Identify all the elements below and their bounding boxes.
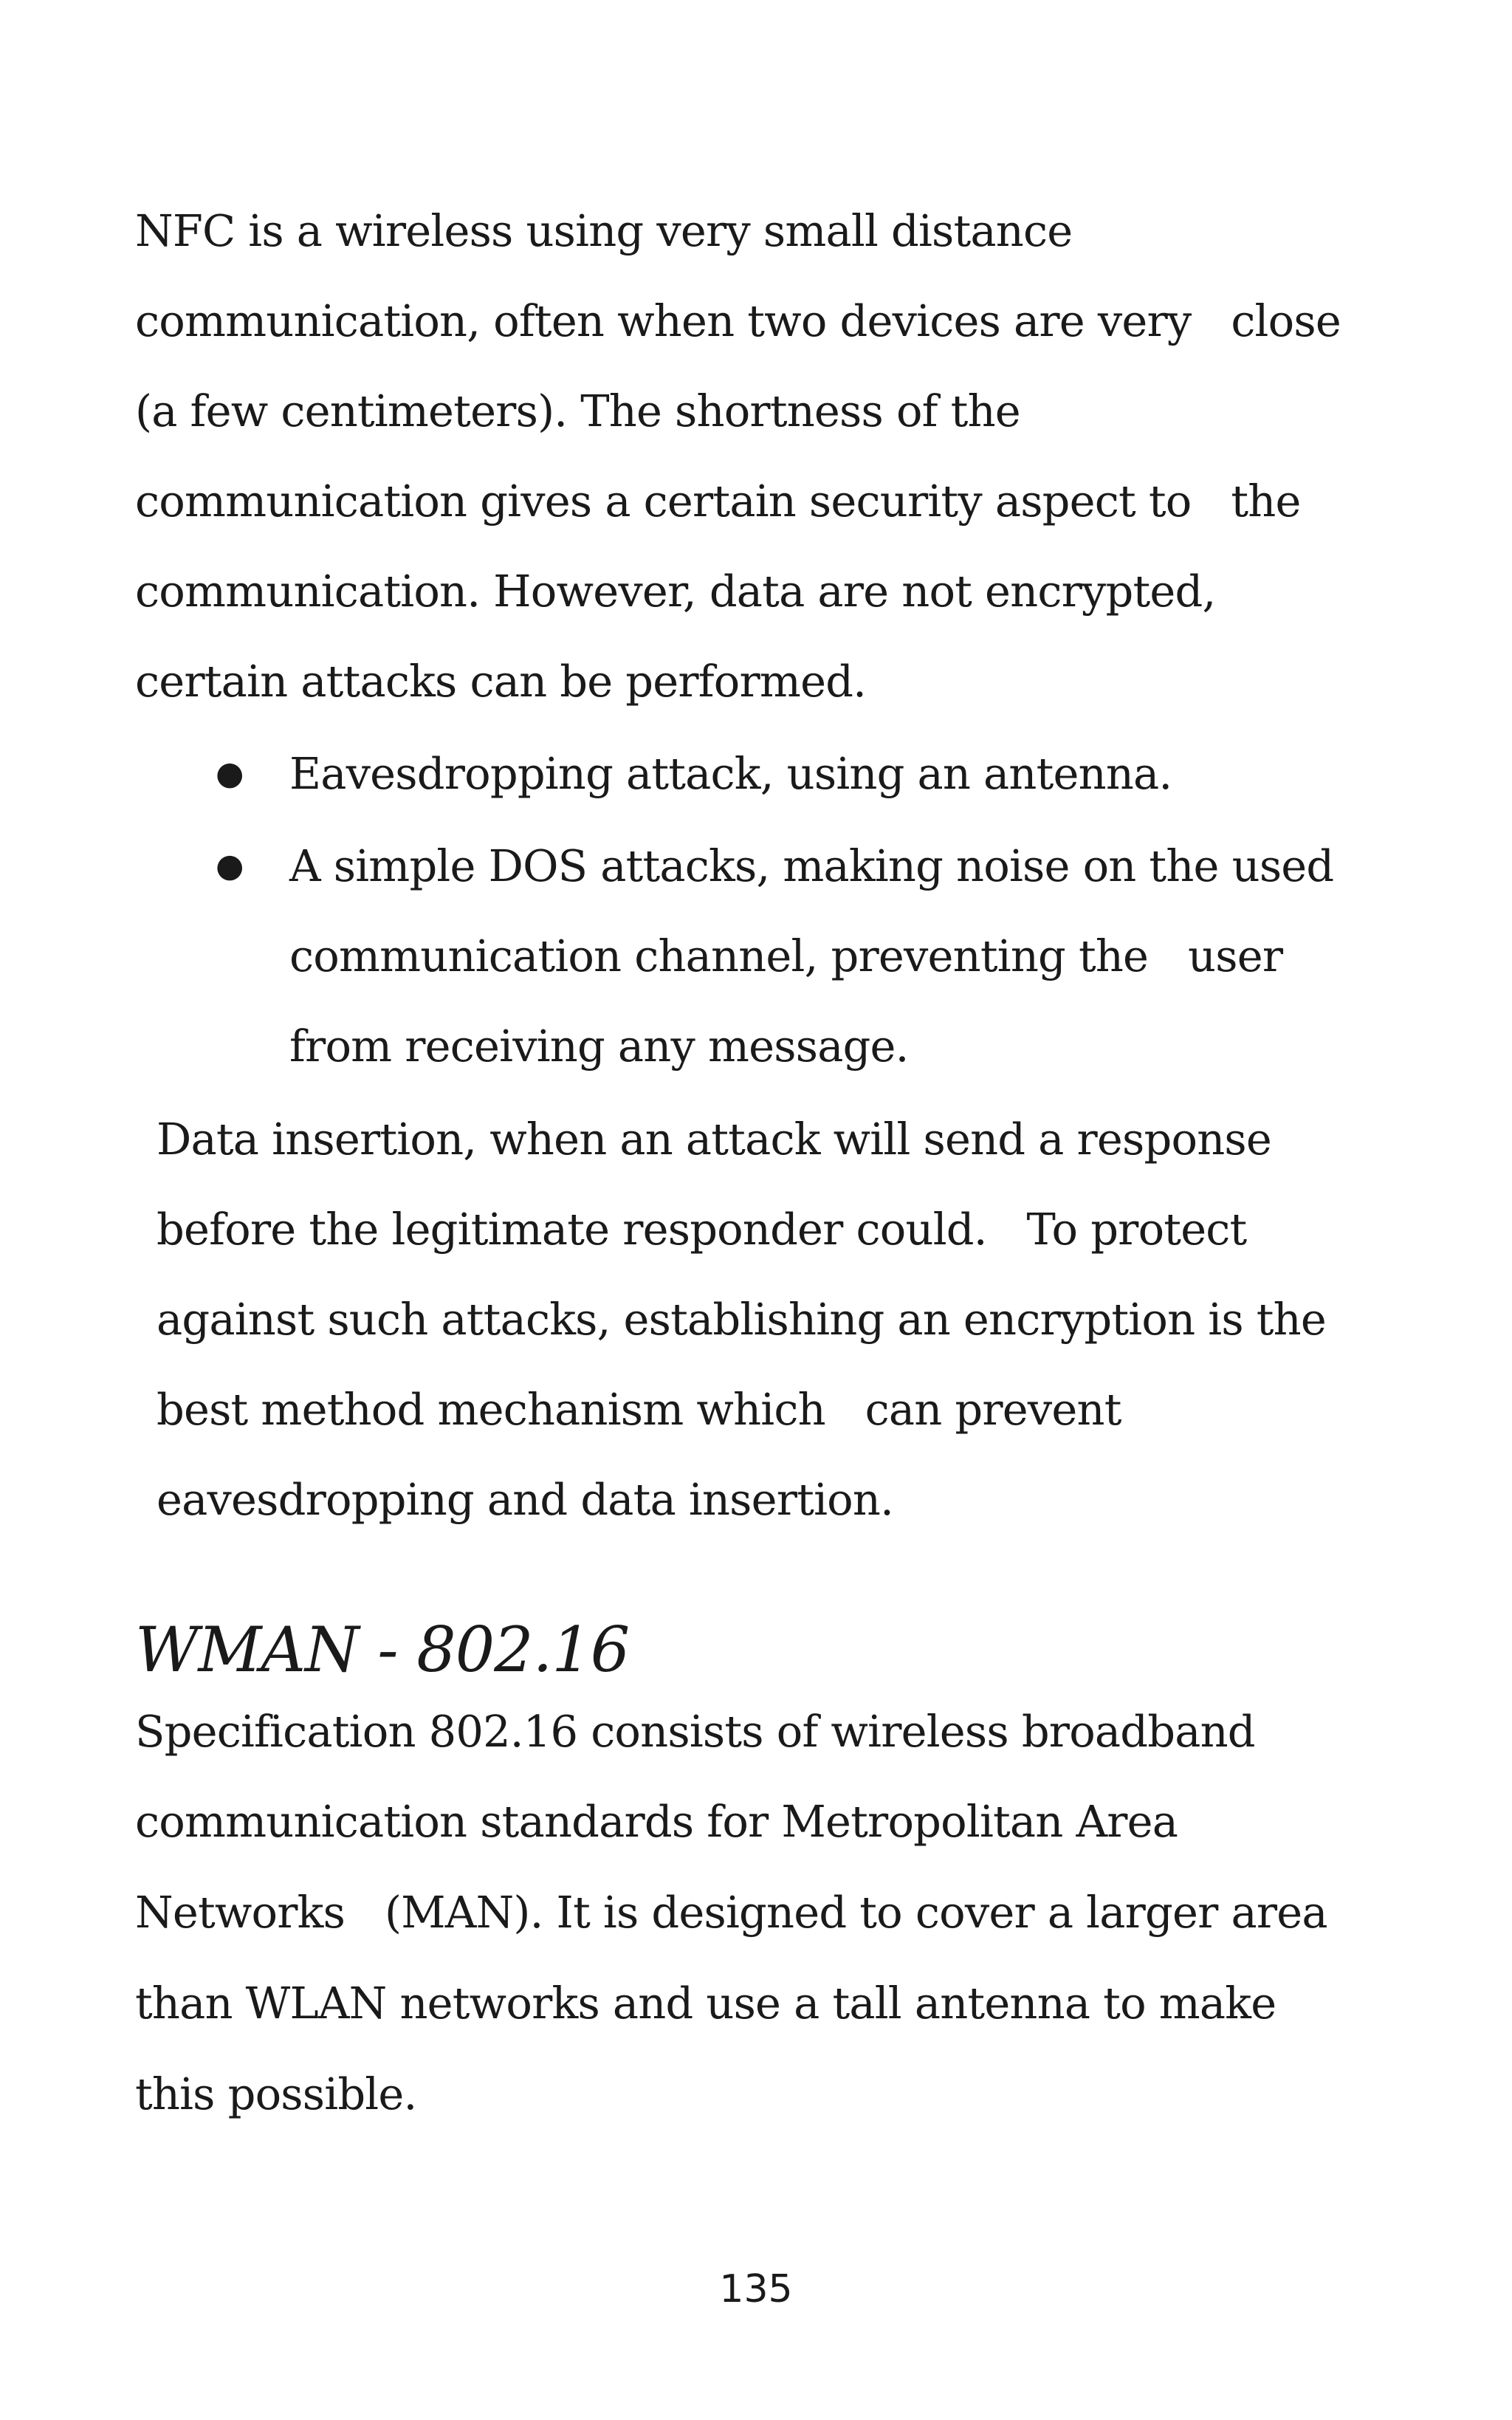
text-line: communication standards for Metropolitan Area — [135, 1796, 1178, 1847]
text-line: (a few centimeters). The shortness of the — [135, 385, 1020, 436]
text-line: communication. However, data are not encrypted, — [135, 566, 1216, 617]
section-heading: WMAN - 802.16 — [135, 1614, 630, 1686]
text-line: eavesdropping and data insertion. — [157, 1474, 894, 1525]
list-item-text: from receiving any message. — [289, 1021, 909, 1072]
text-line: certain attacks can be performed. — [135, 656, 867, 707]
text-line: communication, often when two devices are very close — [135, 295, 1341, 346]
page-number: 135 — [719, 2267, 793, 2311]
list-item-text: Eavesdropping attack, using an antenna. — [289, 748, 1172, 799]
text-line: communication gives a certain security aspect to the — [135, 476, 1301, 527]
text-line: this possible. — [135, 2068, 417, 2119]
list-item-text: communication channel, preventing the user — [289, 930, 1283, 981]
text-line: Networks (MAN). It is designed to cover a larger area — [135, 1887, 1327, 1938]
bullet-icon: ● — [216, 755, 244, 792]
text-line: best method mechanism which can prevent — [157, 1384, 1121, 1435]
text-line: against such attacks, establishing an encryption is the — [157, 1294, 1326, 1345]
text-line: NFC is a wireless using very small distance — [135, 205, 1073, 256]
text-line: than WLAN networks and use a tall antenna to make — [135, 1978, 1276, 2029]
text-line: before the legitimate responder could. To protect — [157, 1204, 1247, 1255]
text-line: Specification 802.16 consists of wireless broadband — [135, 1706, 1255, 1757]
list-item-text: A simple DOS attacks, making noise on the used — [289, 840, 1334, 891]
bullet-icon: ● — [216, 847, 244, 885]
text-line: Data insertion, when an attack will send a response — [157, 1114, 1271, 1165]
